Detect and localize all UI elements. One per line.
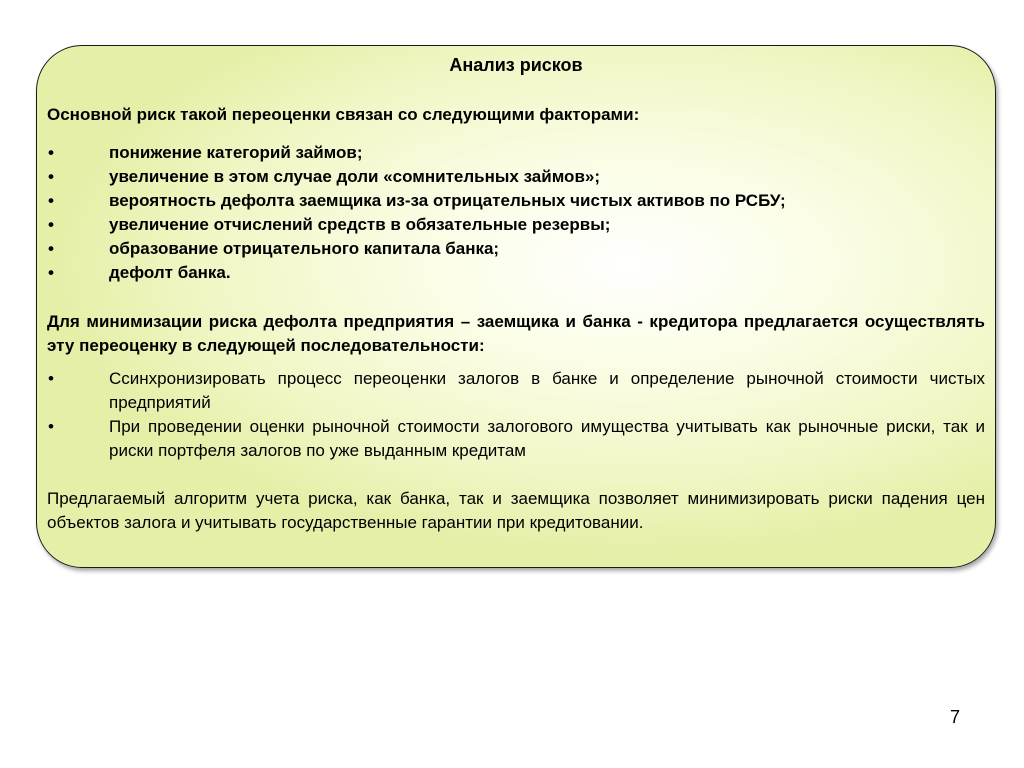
bullet: • xyxy=(48,167,54,186)
risk-factor-text: увеличение в этом случае доли «сомнительных займов»; xyxy=(109,167,601,186)
steps-list xyxy=(47,367,985,463)
bullet: • xyxy=(48,239,54,258)
risk-factor-text: понижение категорий займов; xyxy=(109,143,363,162)
risk-factor-text: увеличение отчислений средств в обязательные резервы; xyxy=(109,215,611,234)
risk-factors-list xyxy=(47,141,985,285)
risk-factor-text: вероятность дефолта заемщика из-за отрицательных чистых активов по РСБУ; xyxy=(109,191,786,210)
risk-factor-text: дефолт банка. xyxy=(109,263,231,282)
bullet: • xyxy=(48,215,54,234)
bullet: • xyxy=(48,369,54,388)
list-item xyxy=(47,141,985,165)
step-text: Ссинхронизировать процесс переоценки залогов в банке и определение рыночной стоимости чистых предприятий xyxy=(109,369,985,412)
algorithm-paragraph: Предлагаемый алгоритм учета риска, как банка, так и заемщика позволяет минимизировать риски падения цен объектов залога и учитывать государственные гарантии при кредитовании. xyxy=(47,489,985,532)
list-item xyxy=(47,415,985,463)
list-item xyxy=(47,367,985,415)
bullet: • xyxy=(48,143,54,162)
list-item xyxy=(47,189,985,213)
list-item xyxy=(47,165,985,189)
bullet: • xyxy=(48,417,54,436)
bullet: • xyxy=(48,191,54,210)
minimization-paragraph: Для минимизации риска дефолта предприятия – заемщика и банка - кредитора предлагается осуществлять эту переоценку в следующей последовательности: xyxy=(47,312,985,355)
step-text: При проведении оценки рыночной стоимости залогового имущества учитывать как рыночные риски, так и риски портфеля залогов по уже выданным кредитам xyxy=(109,417,985,460)
content-panel xyxy=(36,45,996,568)
page-number: 7 xyxy=(950,707,961,727)
list-item xyxy=(47,261,985,285)
slide-title: Анализ рисков xyxy=(449,55,583,75)
list-item xyxy=(47,213,985,237)
bullet: • xyxy=(48,263,54,282)
risk-factor-text: образование отрицательного капитала банка; xyxy=(109,239,500,258)
list-item xyxy=(47,237,985,261)
intro-text: Основной риск такой переоценки связан со следующими факторами: xyxy=(47,105,640,124)
